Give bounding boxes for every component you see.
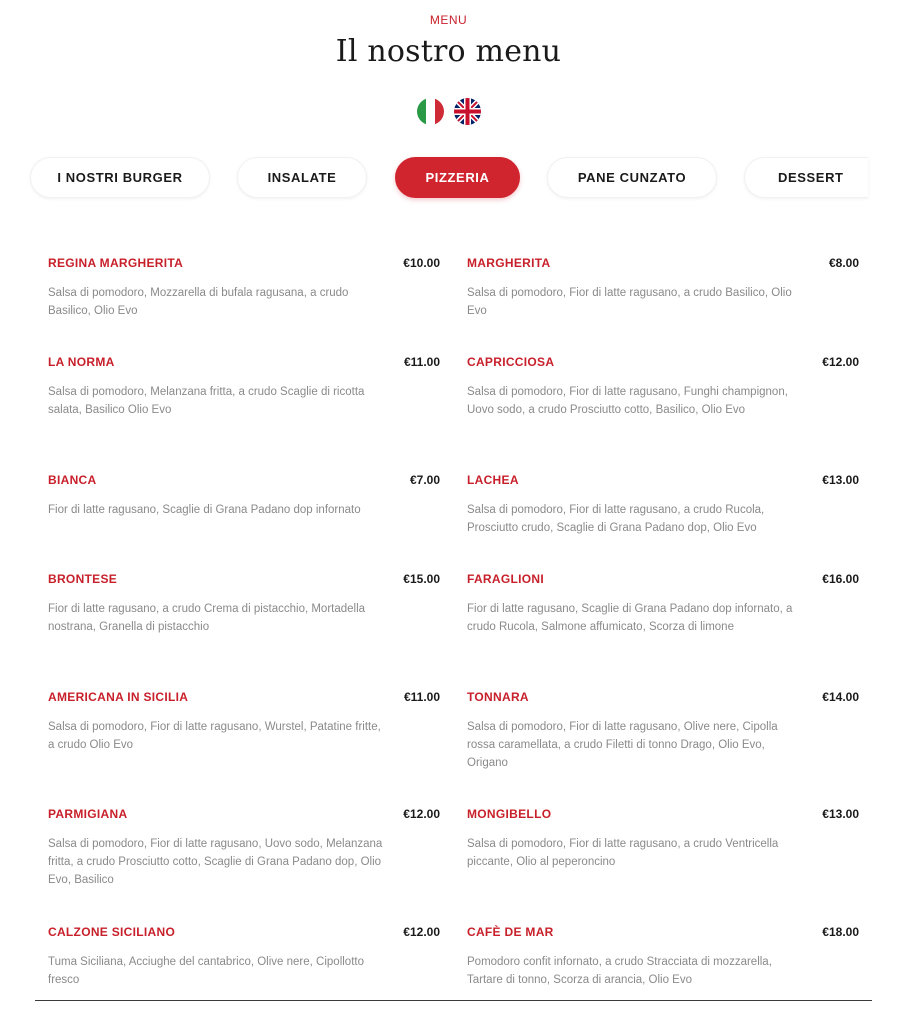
category-tabs bbox=[0, 157, 897, 199]
item-name: REGINA MARGHERITA bbox=[48, 256, 184, 270]
item-price: €18.00 bbox=[822, 925, 859, 939]
item-price: €12.00 bbox=[403, 925, 440, 939]
item-price: €7.00 bbox=[409, 473, 440, 487]
item-name: BIANCA bbox=[48, 473, 97, 487]
item-name: FARAGLIONI bbox=[467, 572, 544, 586]
item-price: €11.00 bbox=[403, 355, 440, 369]
language-switcher bbox=[0, 98, 897, 125]
tab-pizzeria[interactable]: PIZZERIA bbox=[395, 157, 520, 198]
item-name: PARMIGIANA bbox=[48, 807, 128, 821]
menu-item bbox=[48, 349, 440, 467]
item-price: €10.00 bbox=[403, 256, 440, 270]
tab-dessert[interactable]: DESSERT bbox=[744, 157, 868, 198]
menu-item bbox=[48, 467, 440, 566]
uk-flag-icon[interactable] bbox=[454, 98, 481, 125]
item-price: €14.00 bbox=[822, 690, 859, 704]
item-name: CAPRICCIOSA bbox=[467, 355, 555, 369]
tab-insalate[interactable]: INSALATE bbox=[237, 157, 367, 198]
menu-item bbox=[467, 349, 859, 467]
item-description: Tuma Siciliana, Acciughe del cantabrico, Olive nere, Cipollotto fresco bbox=[48, 956, 364, 986]
item-description: Salsa di pomodoro, Fior di latte ragusano, a crudo Ventricella piccante, Olio al peperoncino bbox=[467, 838, 779, 868]
item-price: €13.00 bbox=[822, 473, 859, 487]
item-name: MARGHERITA bbox=[467, 256, 551, 270]
item-name: MONGIBELLO bbox=[467, 807, 552, 821]
item-price: €11.00 bbox=[403, 690, 440, 704]
item-description: Salsa di pomodoro, Fior di latte ragusano, Wurstel, Patatine fritte, a crudo Olio Evo bbox=[48, 721, 381, 751]
item-description: Salsa di pomodoro, Fior di latte ragusano, a crudo Basilico, Olio Evo bbox=[467, 287, 792, 317]
item-description: Salsa di pomodoro, Fior di latte ragusano, a crudo Rucola, Prosciutto crudo, Scaglie di Grana Padano dop, Olio Evo bbox=[467, 504, 765, 534]
menu-item bbox=[467, 250, 859, 349]
item-description: Fior di latte ragusano, a crudo Crema di pistacchio, Mortadella nostrana, Granella di pistacchio bbox=[48, 603, 366, 633]
menu-item bbox=[48, 684, 440, 801]
item-price: €8.00 bbox=[828, 256, 859, 270]
item-name: CAFÈ DE MAR bbox=[467, 925, 554, 939]
item-description: Salsa di pomodoro, Fior di latte ragusano, Funghi champignon, Uovo sodo, a crudo Prosciutto cotto, Basilico, Olio Evo bbox=[467, 386, 788, 416]
item-name: CALZONE SICILIANO bbox=[48, 925, 176, 939]
menu-item bbox=[48, 250, 440, 349]
menu-item bbox=[467, 684, 859, 801]
tab-pane-cunzato[interactable]: PANE CUNZATO bbox=[547, 157, 717, 198]
item-price: €16.00 bbox=[822, 572, 859, 586]
item-description: Fior di latte ragusano, Scaglie di Grana Padano dop infornato bbox=[48, 504, 361, 516]
menu-item bbox=[467, 566, 859, 684]
item-price: €12.00 bbox=[403, 807, 440, 821]
menu-item bbox=[48, 919, 440, 999]
item-name: BRONTESE bbox=[48, 572, 118, 586]
section-eyebrow: MENU bbox=[429, 13, 468, 27]
item-description: Pomodoro confit infornato, a crudo Stracciata di mozzarella, Tartare di tonno, Scorza di arancia, Olio Evo bbox=[467, 956, 772, 986]
menu-item bbox=[48, 566, 440, 684]
tab-i-nostri-burger[interactable]: I NOSTRI BURGER bbox=[30, 157, 210, 198]
italy-flag-icon[interactable] bbox=[417, 98, 444, 125]
item-description: Salsa di pomodoro, Fior di latte ragusano, Uovo sodo, Melanzana fritta, a crudo Prosciutto cotto, Scaglie di Grana Padano dop, Olio Evo, Basilico bbox=[48, 838, 383, 886]
menu-item bbox=[467, 801, 859, 919]
menu-item bbox=[467, 467, 859, 566]
item-description: Salsa di pomodoro, Fior di latte ragusano, Olive nere, Cipolla rossa caramellata, a crudo Filetti di tonno Drago, Olio Evo, Origano bbox=[467, 721, 778, 769]
item-description: Salsa di pomodoro, Melanzana fritta, a crudo Scaglie di ricotta salata, Basilico Olio Evo bbox=[48, 386, 365, 416]
item-description: Salsa di pomodoro, Mozzarella di bufala ragusana, a crudo Basilico, Olio Evo bbox=[48, 287, 349, 317]
menu-item bbox=[467, 919, 859, 999]
menu-list bbox=[0, 250, 897, 999]
item-price: €12.00 bbox=[822, 355, 859, 369]
item-name: TONNARA bbox=[467, 690, 529, 704]
item-name: LA NORMA bbox=[48, 355, 115, 369]
item-name: LACHEA bbox=[467, 473, 519, 487]
item-description: Fior di latte ragusano, Scaglie di Grana Padano dop infornato, a crudo Rucola, Salmone affumicato, Scorza di limone bbox=[467, 603, 793, 633]
item-price: €13.00 bbox=[822, 807, 859, 821]
item-price: €15.00 bbox=[403, 572, 440, 586]
page-title: Il nostro menu bbox=[335, 34, 562, 69]
menu-item bbox=[48, 801, 440, 919]
divider bbox=[35, 1000, 872, 1001]
item-name: AMERICANA IN SICILIA bbox=[48, 690, 189, 704]
